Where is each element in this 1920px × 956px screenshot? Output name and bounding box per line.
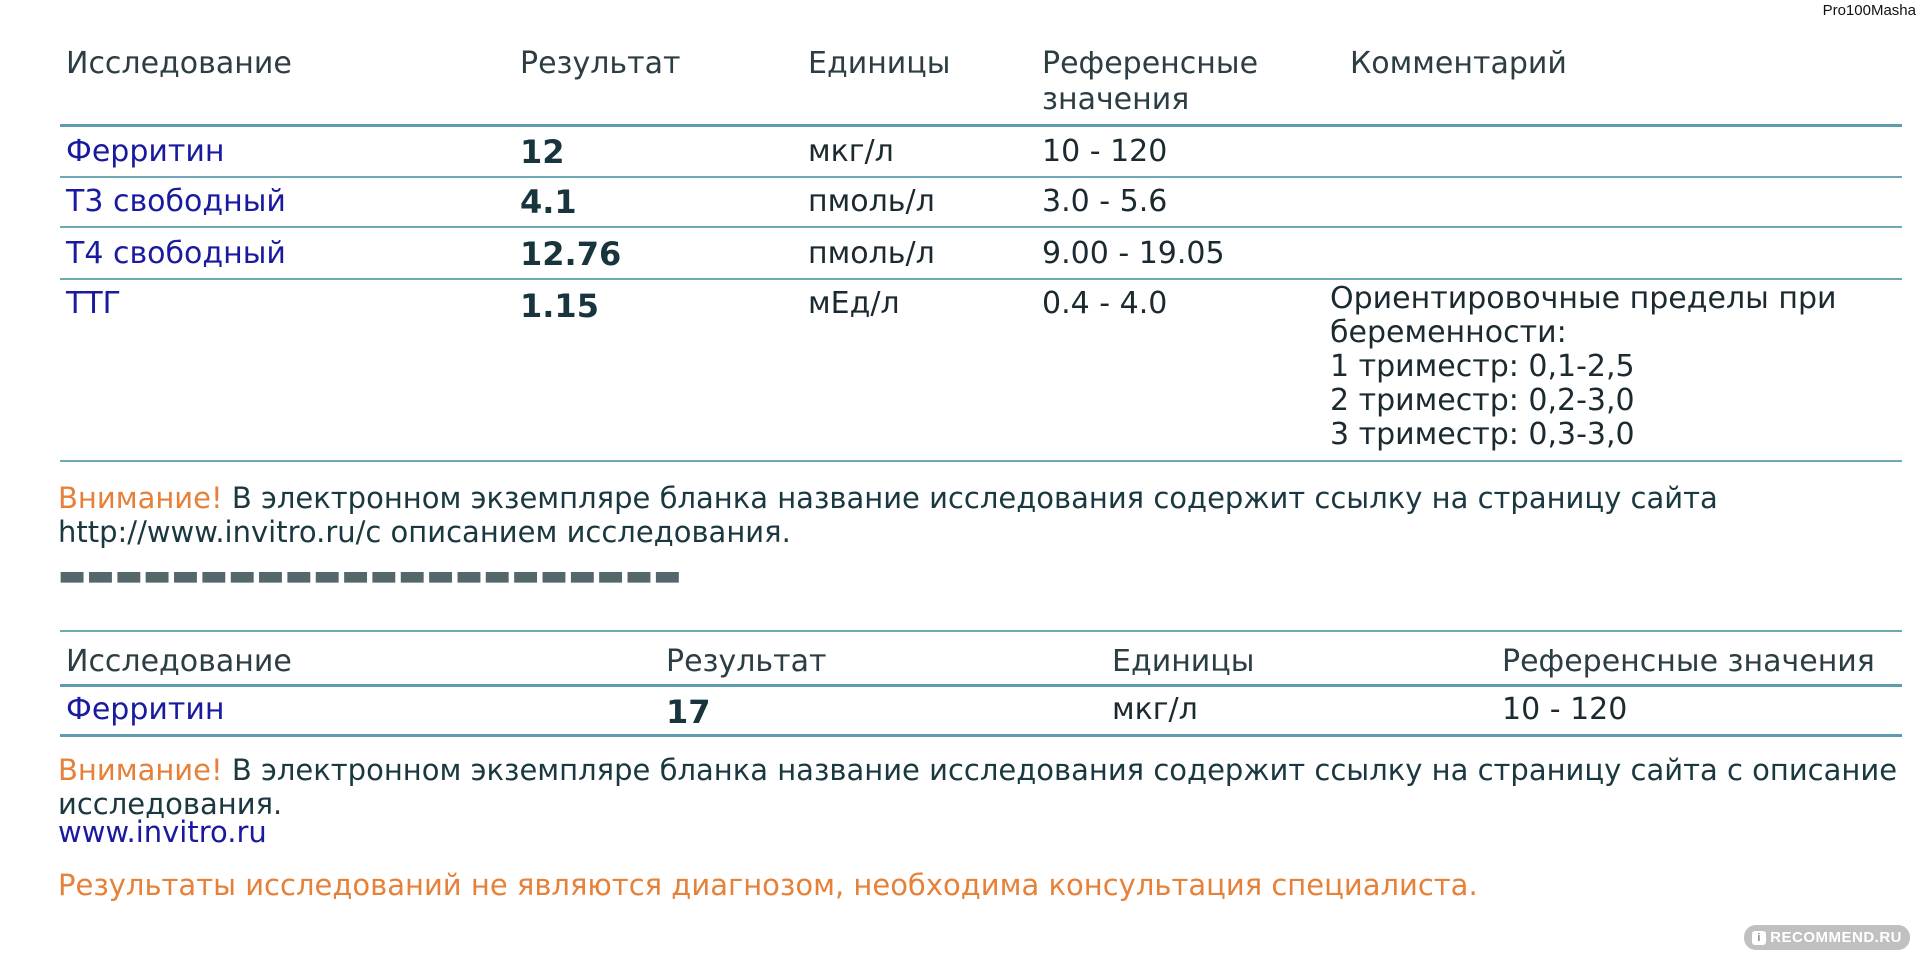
row-units: пмоль/л (808, 184, 935, 219)
row-name-t4[interactable]: Т4 свободный (66, 236, 286, 271)
header-comment: Комментарий (1350, 46, 1567, 81)
table2-top-divider (60, 630, 1902, 632)
comment-line: беременности: (1330, 315, 1567, 350)
row-divider (60, 226, 1902, 228)
header-study: Исследование (66, 644, 292, 679)
row-ref: 9.00 - 19.05 (1042, 236, 1225, 271)
notice-1-line2 (58, 514, 791, 550)
header-ref-line2: значения (1042, 82, 1190, 117)
row-units: мкг/л (1112, 692, 1198, 727)
watermark-text: RECOMMEND.RU (1770, 929, 1902, 946)
row-result: 12.76 (520, 235, 622, 273)
table2-bottom-divider (60, 734, 1902, 737)
comment-line: 3 триместр: 0,3-3,0 (1330, 417, 1635, 452)
notice-text: В электронном экземпляре бланка название исследования содержит ссылку на страницу сайта с описание (222, 753, 1898, 787)
row-result: 1.15 (520, 287, 599, 325)
watermark-badge (1744, 925, 1910, 950)
row-ref: 3.0 - 5.6 (1042, 184, 1168, 219)
notice-1 (58, 480, 1718, 516)
cropped-text-gray: ▬▬▬▬▬▬▬▬▬▬▬▬▬▬▬▬▬▬▬▬▬▬ (58, 572, 682, 593)
header-ref: Референсные значения (1502, 644, 1875, 679)
row-units: мкг/л (808, 134, 894, 169)
comment-line: 2 триместр: 0,2-3,0 (1330, 383, 1635, 418)
header-result: Результат (666, 644, 827, 679)
disclaimer: Результаты исследований не являются диагнозом, необходима консультация специалиста. (58, 868, 1478, 902)
row-ref: 0.4 - 4.0 (1042, 286, 1168, 321)
cropped-strip (0, 572, 1920, 602)
row-result: 4.1 (520, 183, 577, 221)
header-study: Исследование (66, 46, 292, 81)
table-bottom-divider (60, 460, 1902, 462)
row-units: пмоль/л (808, 236, 935, 271)
username-label: Pro100Masha (1822, 2, 1916, 19)
header-result: Результат (520, 46, 681, 81)
site-link[interactable]: www.invitro.ru (58, 815, 267, 849)
comment-line: 1 триместр: 0,1-2,5 (1330, 349, 1635, 384)
notice-2-line2: исследования. (58, 787, 283, 821)
row-name-ferritin[interactable]: Ферритин (66, 134, 225, 169)
row-name-ferritin[interactable]: Ферритин (66, 692, 225, 727)
header-ref-line1: Референсные (1042, 46, 1259, 81)
notice-tail: с описанием исследования. (365, 515, 791, 549)
notice-2 (58, 752, 1897, 788)
site-link[interactable]: http://www.invitro.ru/ (58, 515, 366, 549)
row-ref: 10 - 120 (1042, 134, 1168, 169)
header-units: Единицы (1112, 644, 1255, 679)
row-result: 12 (520, 133, 565, 171)
notice-text: В электронном экземпляре бланка название исследования содержит ссылку на страницу сайта (222, 481, 1718, 515)
row-ref: 10 - 120 (1502, 692, 1628, 727)
row-name-t3[interactable]: Т3 свободный (66, 184, 286, 219)
row-name-ttg[interactable]: ТТГ (66, 286, 121, 321)
recommend-logo-icon: i (1752, 931, 1766, 945)
comment-cell (1330, 282, 1837, 452)
row-result: 17 (666, 693, 711, 731)
header-units: Единицы (808, 46, 951, 81)
warning-label: Внимание! (58, 481, 223, 515)
header-divider (60, 124, 1902, 127)
row-divider (60, 176, 1902, 178)
row-divider (60, 278, 1902, 280)
warning-label: Внимание! (58, 753, 223, 787)
comment-line: Ориентировочные пределы при (1330, 281, 1837, 316)
header-divider (60, 684, 1902, 687)
row-units: мЕд/л (808, 286, 900, 321)
